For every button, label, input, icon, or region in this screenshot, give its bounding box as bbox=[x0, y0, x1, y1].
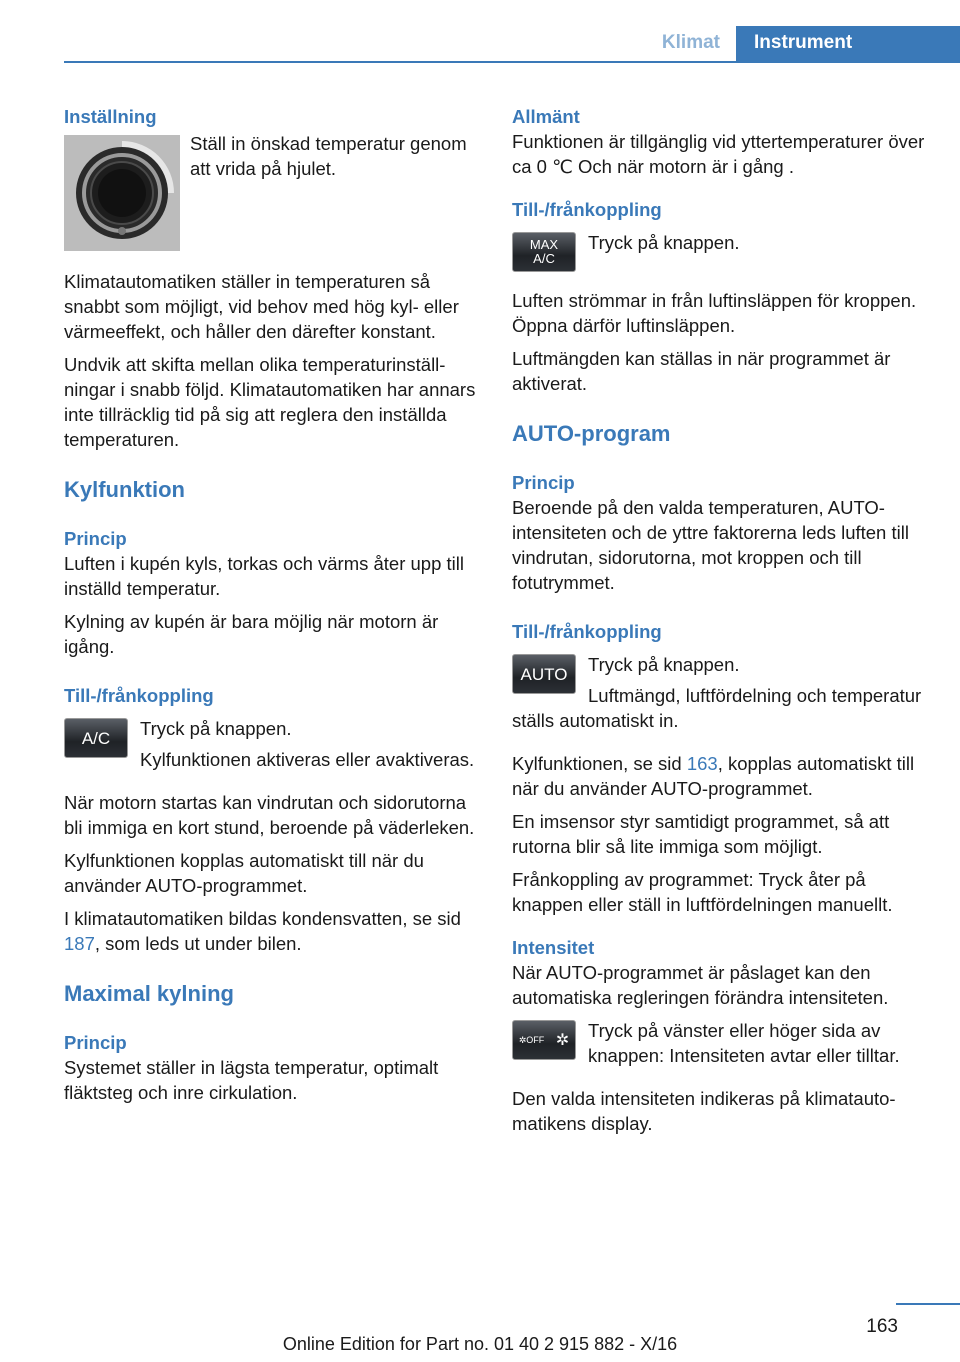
kylfunktion-till-p2: Kylfunktionen aktiveras eller avaktiveras. bbox=[140, 749, 475, 770]
intensitet-title: Intensitet bbox=[512, 937, 595, 958]
kylfunktion-princip-title: Princip bbox=[64, 528, 127, 549]
intensitet-p3: Den valda intensiteten indikeras på klimatautomatikens display. bbox=[512, 1088, 896, 1134]
installning-title: Inställning bbox=[64, 106, 157, 127]
page-link-163[interactable]: 163 bbox=[686, 753, 718, 774]
temperature-wheel-image bbox=[64, 135, 180, 251]
auto-till-title: Till-/frånkoppling bbox=[512, 621, 662, 642]
auto-p5: Frånkoppling av programmet: Tryck åter på knappen eller ställ in luftfördelningen manuellt. bbox=[512, 869, 893, 915]
ac-button-image: A/C bbox=[64, 718, 128, 758]
auto-button-image: AUTO bbox=[512, 654, 576, 694]
allmant-p1: Funktionen är tillgänglig vid yttertemperaturer över ca 0 ℃ Och när motorn är i gång . bbox=[512, 131, 925, 177]
auto-p3: Kylfunktionen, se sid 163, kopplas automatiskt till när du använder AUTO-programmet. bbox=[512, 753, 915, 799]
max-p3: Luftmängden kan ställas in när programmet är aktiverat. bbox=[512, 348, 891, 394]
fan-off-icon: ✲OFF bbox=[518, 1034, 545, 1045]
auto-heading: AUTO-program bbox=[512, 421, 671, 446]
intensitet-p1: När AUTO-programmet är påslaget kan den automatiska regleringen förändra intensiteten. bbox=[512, 962, 889, 1008]
left-column bbox=[64, 104, 476, 1113]
footer-edition: Online Edition for Part no. 01 40 2 915 882 - X/16 bbox=[282, 1334, 678, 1354]
kylfunktion-princip-p1: Luften i kupén kyls, torkas och värms åter upp till inställd temperatur. bbox=[64, 553, 464, 599]
max-p2: Luften strömmar in från luftinsläppen för kroppen. Öppna därför luftinsläppen. bbox=[512, 290, 917, 336]
installning-body: Ställ in önskad temperatur genom att vrida på hjulet. bbox=[190, 133, 467, 179]
intensity-button-image bbox=[512, 1020, 576, 1060]
page-link-187[interactable]: 187 bbox=[64, 933, 95, 954]
max-till-title: Till-/frånkoppling bbox=[512, 199, 662, 220]
allmant-title: Allmänt bbox=[512, 106, 580, 127]
kylfunktion-till-p1: Tryck på knappen. bbox=[140, 718, 292, 739]
auto-princip-p1: Beroende på den valda temperaturen, AUTO-intensiteten och de yttre faktorerna leds luften till vindrutan, sidorutorna, mot kroppen och till fotutrymmet. bbox=[512, 497, 909, 593]
max-till-p1: Tryck på knappen. bbox=[588, 232, 740, 253]
auto-till-p1: Tryck på knappen. bbox=[588, 654, 740, 675]
max-ac-button-image: MAX A/C bbox=[512, 232, 576, 272]
kylfunktion-princip-p2: Kylning av kupén är bara möjlig när motorn är igång. bbox=[64, 611, 439, 657]
page-number: 163 bbox=[866, 1316, 898, 1337]
auto-p4: En imsensor styr samtidigt programmet, så att rutorna blir så lite immiga som möjligt. bbox=[512, 811, 890, 857]
maximal-princip-p1: Systemet ställer in lägsta temperatur, optimalt fläktsteg och inre cirkulation. bbox=[64, 1057, 439, 1103]
kylfunktion-p5: I klimatautomatiken bildas kondensvatten, se sid 187, som leds ut under bilen. bbox=[64, 908, 461, 954]
intensitet-p2: Tryck på vänster eller höger sida av knappen: Intensiteten avtar eller tilltar. bbox=[588, 1020, 900, 1066]
installning-p1: Klimatautomatiken ställer in temperaturen så snabbt som möjligt, vid behov med hög kyl- eller värmeeffekt, och håller den därefter konstant. bbox=[64, 271, 459, 342]
kylfunktion-heading: Kylfunktion bbox=[64, 477, 185, 502]
kylfunktion-till-title: Till-/frånkoppling bbox=[64, 685, 214, 706]
right-column bbox=[512, 104, 926, 1144]
maximal-princip-title: Princip bbox=[64, 1032, 127, 1053]
installning-p2: Undvik att skifta mellan olika temperaturinställningar i snabb följd. Klimatautomatiken har annars inte tillräcklig tid på sig att reglera den inställda temperaturen. bbox=[64, 354, 476, 450]
header-section-instrument: Instrument bbox=[736, 26, 960, 61]
fan-icon: ✲ bbox=[555, 1031, 570, 1049]
kylfunktion-p3: När motorn startas kan vindrutan och sidorutorna bli immiga en kort stund, beroende på väderleken. bbox=[64, 792, 475, 838]
maximal-heading: Maximal kylning bbox=[64, 981, 234, 1006]
kylfunktion-p4: Kylfunktionen kopplas automatiskt till när du använder AUTO-programmet. bbox=[64, 850, 424, 896]
auto-princip-title: Princip bbox=[512, 472, 575, 493]
header-rule bbox=[64, 61, 960, 63]
footer-rule bbox=[896, 1303, 960, 1305]
header-section-klimat: Klimat bbox=[661, 32, 720, 53]
auto-till-p2: Luftmängd, luftfördelning och temperatur ställs automatiskt in. bbox=[512, 685, 922, 731]
